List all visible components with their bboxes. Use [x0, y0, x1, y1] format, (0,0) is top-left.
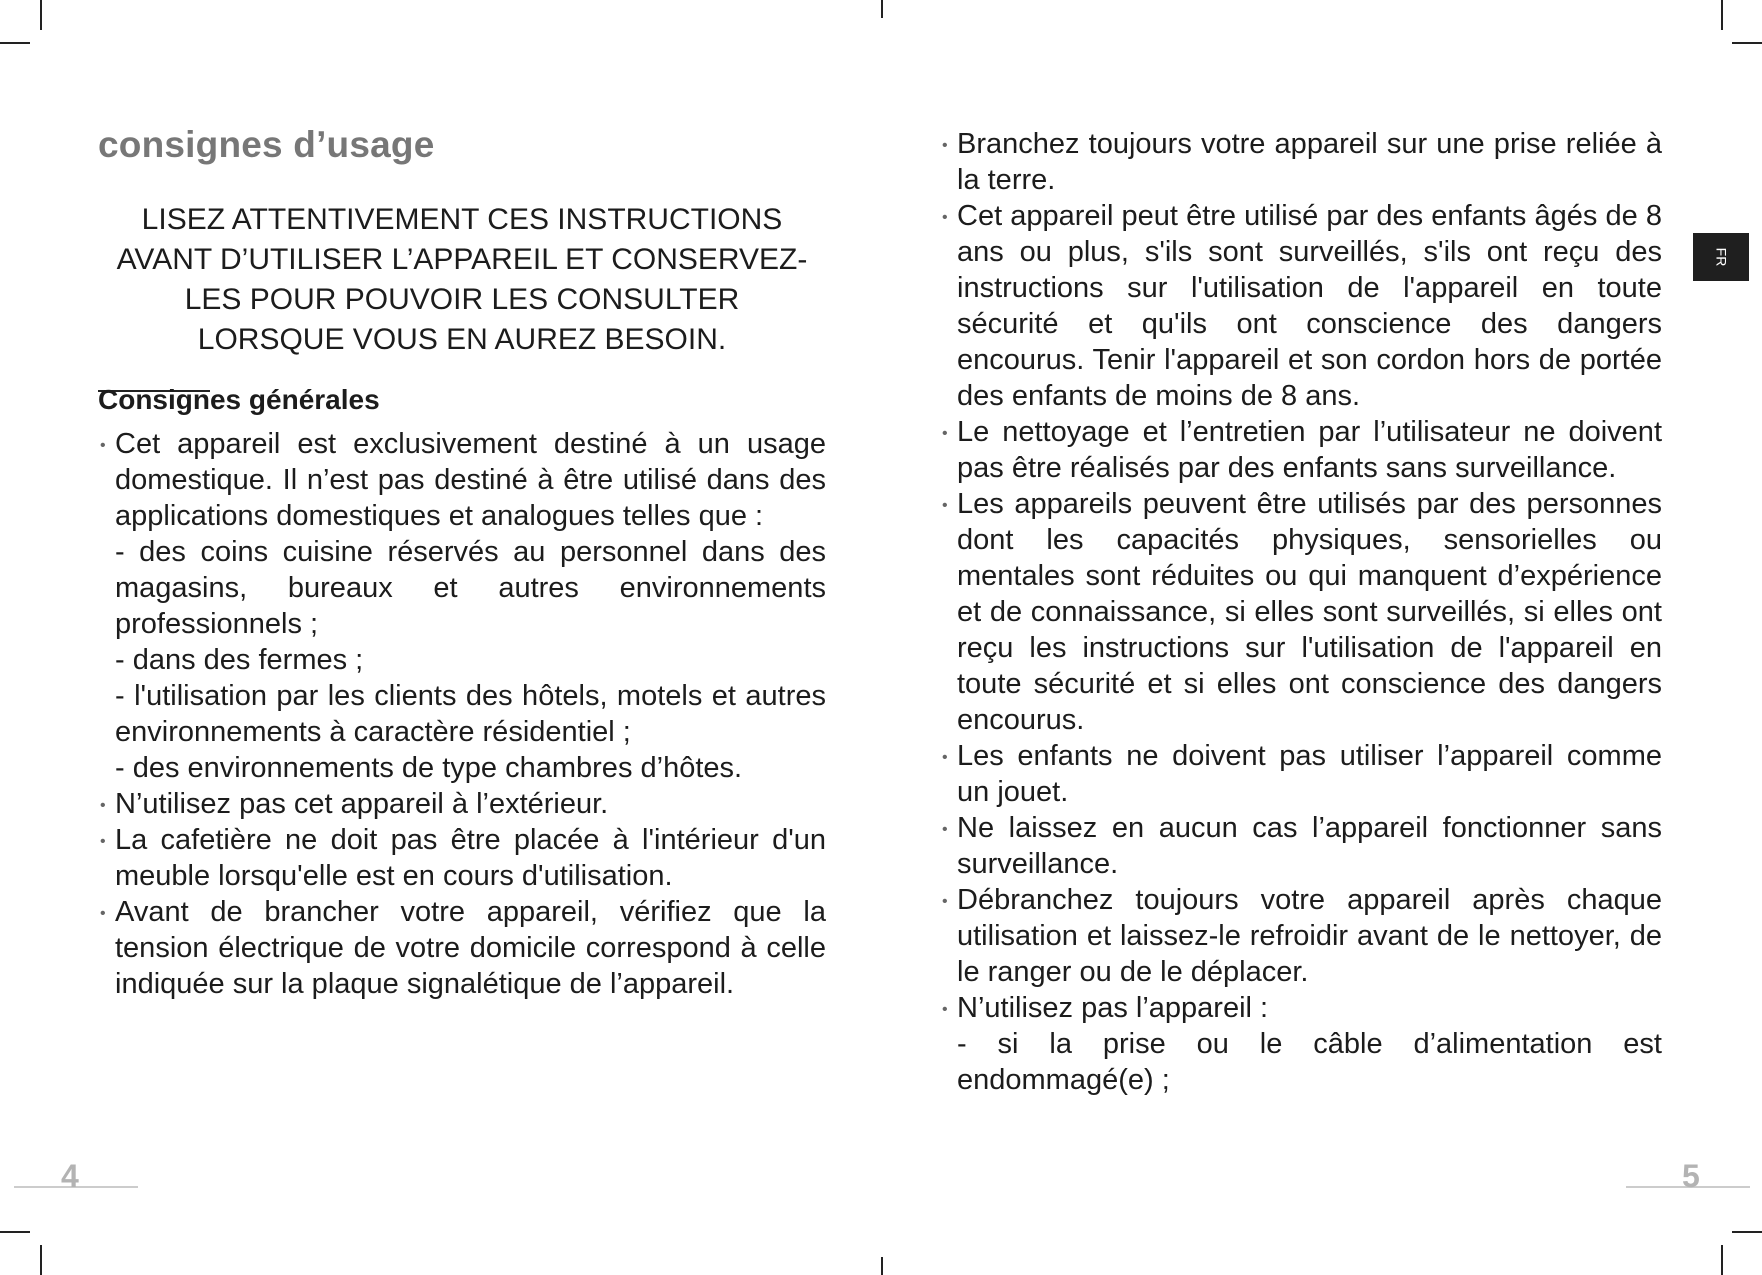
list-item-text: N’utilisez pas cet appareil à l’extérieur. [115, 788, 609, 820]
bullet-icon: • [100, 833, 106, 850]
list-item-text: Débranchez toujours votre appareil après chaque utilisation et laissez-le refroidir avant de le nettoyer, de le ranger ou de le déplacer. [957, 884, 1662, 988]
list-item-text: N’utilisez pas l’appareil : [957, 992, 1269, 1024]
crop-mark-bottom-right [1721, 1245, 1723, 1275]
list-item [940, 738, 1662, 810]
list-item [940, 990, 1662, 1098]
bullet-icon: • [942, 749, 948, 766]
page-number-left: 4 [61, 1158, 79, 1194]
warning-line: AVANT D’UTILISER L’APPAREIL ET CONSERVEZ- [116, 243, 808, 276]
list-item [940, 486, 1662, 738]
list-item-text: Le nettoyage et l’entretien par l’utilisateur ne doivent pas être réalisés par des enfants sans surveillance. [957, 416, 1662, 484]
list-sub-item: - des coins cuisine réservés au personnel dans des magasins, bureaux et autres environnements professionnels ; [115, 536, 826, 640]
list-item-text: Avant de brancher votre appareil, vérifiez que la tension électrique de votre domicile correspond à celle indiquée sur la plaque signalétique de l’appareil. [115, 896, 826, 1000]
list-item-text: Branchez toujours votre appareil sur une prise reliée à la terre. [957, 128, 1662, 196]
list-item [98, 894, 826, 1002]
crop-mark-bottom-left-h [0, 1231, 30, 1233]
list-item-text: Les appareils peuvent être utilisés par des personnes dont les capacités physiques, sensorielles ou mentales sont réduites ou qui manquent d’expérience et de connaissance, si elles sont surveillés, si elles ont reçu les instructions sur l'utilisation de l'appareil en toute sécurité et si elles ont conscience des dangers encourus. [957, 488, 1662, 736]
crop-mark-top-center [881, 0, 883, 18]
bullet-icon: • [100, 437, 106, 454]
language-tab-label: FR [1712, 247, 1729, 267]
list-sub-item: - des environnements de type chambres d’hôtes. [115, 752, 743, 784]
bullet-icon: • [942, 1001, 948, 1018]
list-sub-item: - dans des fermes ; [115, 644, 364, 676]
subheading-general-instructions: Consignes générales [98, 384, 380, 415]
list-item-text: Cet appareil peut être utilisé par des enfants âgés de 8 ans ou plus, s'ils sont surveillés, s'ils ont reçu des instructions sur l'utilisation de l'appareil en toute sécurité et qu'ils ont conscience des dangers encourus. Tenir l'appareil et son cordon hors de portée des enfants de moins de 8 ans. [957, 200, 1662, 412]
bullet-icon: • [942, 497, 948, 514]
list-item [98, 822, 826, 894]
list-item-text: Les enfants ne doivent pas utiliser l’appareil comme un jouet. [957, 740, 1662, 808]
list-item-text: Cet appareil est exclusivement destiné à un usage domestique. Il n’est pas destiné à être utilisé dans des applications domestiques et analogues telles que : [115, 428, 826, 532]
warning-notice [98, 200, 826, 360]
warning-line: LORSQUE VOUS EN AUREZ BESOIN. [197, 323, 727, 356]
page-number-right: 5 [1682, 1158, 1700, 1194]
bullet-icon: • [100, 797, 106, 814]
bullet-icon: • [942, 137, 948, 154]
crop-mark-bottom-left [40, 1245, 42, 1275]
crop-mark-top-right [1721, 0, 1723, 30]
list-item [940, 810, 1662, 882]
list-item [98, 786, 826, 822]
crop-mark-bottom-center [881, 1257, 883, 1275]
bullet-icon: • [942, 425, 948, 442]
bullet-icon: • [942, 209, 948, 226]
crop-mark-top-right-h [1732, 42, 1762, 44]
list-item [940, 126, 1662, 198]
crop-mark-top-left-h [0, 42, 30, 44]
language-tab [1693, 233, 1749, 281]
list-sub-item: - l'utilisation par les clients des hôtels, motels et autres environnements à caractère résidentiel ; [115, 680, 826, 748]
warning-line: LISEZ ATTENTIVEMENT CES INSTRUCTIONS [141, 203, 783, 236]
bullet-icon: • [942, 821, 948, 838]
list-item-text: La cafetière ne doit pas être placée à l'intérieur d'un meuble lorsqu'elle est en cours d'utilisation. [115, 824, 826, 892]
bullet-icon: • [100, 905, 106, 922]
right-bullet-list [940, 126, 1662, 1098]
list-sub-item: - si la prise ou le câble d’alimentation est endommagé(e) ; [957, 1028, 1662, 1096]
list-item [940, 198, 1662, 414]
section-title: consignes d’usage [98, 124, 435, 165]
list-item [940, 414, 1662, 486]
left-bullet-list [98, 426, 826, 1002]
warning-line: LES POUR POUVOIR LES CONSULTER [184, 283, 740, 316]
list-item [98, 426, 826, 786]
crop-mark-bottom-right-h [1732, 1231, 1762, 1233]
crop-mark-top-left [40, 0, 42, 30]
bullet-icon: • [942, 893, 948, 910]
list-item-text: Ne laissez en aucun cas l’appareil fonctionner sans surveillance. [957, 812, 1662, 880]
list-item [940, 882, 1662, 990]
